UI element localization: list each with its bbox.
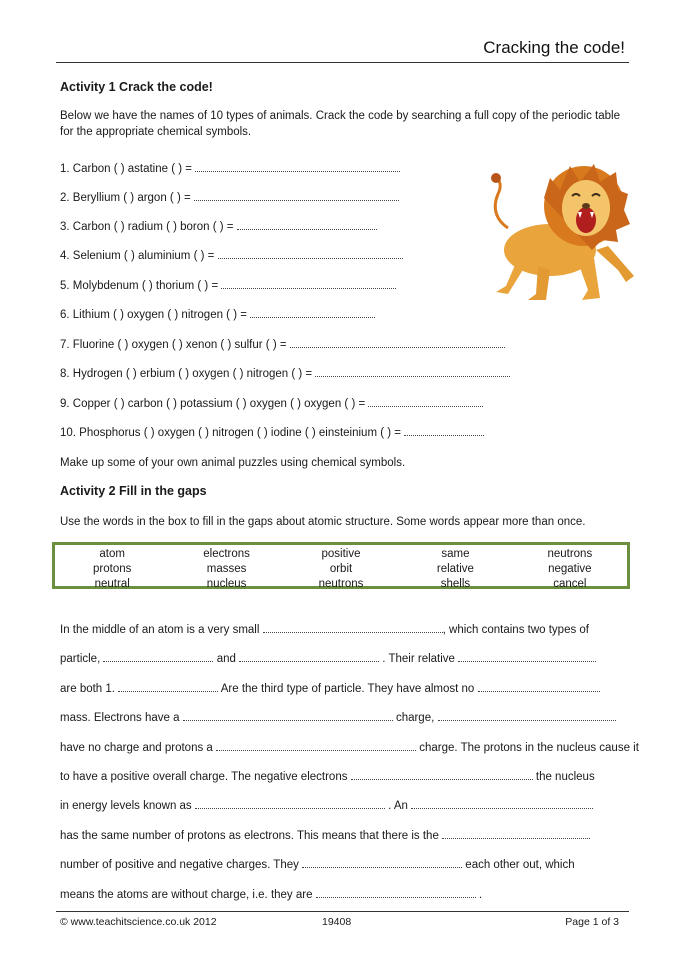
word-box-word: neutrons — [547, 548, 593, 560]
gap-text: each other out, which — [465, 859, 575, 871]
gap-text: . — [478, 889, 483, 901]
gap-text: . Their relative — [382, 653, 455, 665]
word-box-word: electrons — [203, 548, 250, 560]
gap-blank[interactable] — [411, 798, 593, 809]
gap-line-5 — [60, 740, 639, 754]
gap-line-9 — [60, 857, 575, 871]
lion-back-leg — [496, 258, 524, 294]
gap-line-8 — [60, 828, 590, 842]
gap-text: to have a positive overall charge. The negative electrons — [60, 771, 348, 783]
gap-text: charge, — [395, 712, 435, 724]
word-box-word: shells — [440, 578, 471, 590]
question-text: 3. Carbon ( ) radium ( ) boron ( ) = — [60, 221, 234, 233]
gap-line-1 — [60, 622, 589, 636]
answer-blank[interactable] — [218, 248, 403, 259]
word-box-word: protons — [93, 563, 132, 575]
gap-text: and — [216, 653, 236, 665]
gap-line-10 — [60, 887, 482, 901]
footer-divider — [56, 911, 629, 912]
gap-text: means the atoms are without charge, i.e. they are — [60, 889, 313, 901]
lion-mouth — [576, 207, 596, 233]
word-box-word: orbit — [329, 563, 353, 575]
gap-line-4 — [60, 710, 616, 724]
question-text: 2. Beryllium ( ) argon ( ) = — [60, 192, 191, 204]
word-box-row — [55, 577, 627, 591]
gap-text: in energy levels known as — [60, 800, 192, 812]
gap-blank[interactable] — [302, 857, 462, 868]
footer-copyright: © www.teachitscience.co.uk 2012 — [60, 916, 217, 928]
question-text: 9. Copper ( ) carbon ( ) potassium ( ) oxygen ( ) oxygen ( ) = — [60, 398, 366, 410]
question-text: 5. Molybdenum ( ) thorium ( ) = — [60, 280, 219, 292]
gap-line-3 — [60, 681, 600, 695]
footer-page-number: Page 1 of 3 — [565, 916, 619, 928]
answer-blank[interactable] — [195, 161, 400, 172]
gap-blank[interactable] — [442, 828, 590, 839]
gap-text: particle, — [60, 653, 101, 665]
answer-blank[interactable] — [404, 425, 484, 436]
word-box — [52, 542, 630, 589]
gap-blank[interactable] — [458, 651, 596, 662]
lion-nose — [582, 203, 590, 209]
question-5 — [60, 278, 396, 292]
word-box-word: masses — [206, 563, 247, 575]
lion-front-leg-2 — [596, 246, 634, 282]
answer-blank[interactable] — [221, 278, 396, 289]
question-text: 10. Phosphorus ( ) oxygen ( ) nitrogen ( ) iodine ( ) einsteinium ( ) = — [60, 427, 401, 439]
gap-blank[interactable] — [478, 681, 600, 692]
word-box-word: relative — [436, 563, 474, 575]
gap-blank[interactable] — [351, 769, 533, 780]
gap-text: mass. Electrons have a — [60, 712, 180, 724]
header-divider — [56, 62, 629, 63]
word-box-row — [55, 547, 627, 561]
gap-blank[interactable] — [118, 681, 218, 692]
gap-text: the nucleus — [535, 771, 595, 783]
question-4 — [60, 248, 403, 262]
gap-text: Are the third type of particle. They have almost no — [220, 683, 475, 695]
word-box-word: same — [441, 548, 470, 560]
word-box-word: neutral — [94, 578, 130, 590]
gap-text: charge. The protons in the nucleus cause it — [419, 742, 639, 754]
word-box-word: neutrons — [318, 578, 364, 590]
gap-blank[interactable] — [183, 710, 393, 721]
gap-text: . An — [388, 800, 408, 812]
answer-blank[interactable] — [368, 396, 483, 407]
gap-blank[interactable] — [438, 710, 616, 721]
answer-blank[interactable] — [237, 219, 377, 230]
question-text: 8. Hydrogen ( ) erbium ( ) oxygen ( ) nitrogen ( ) = — [60, 368, 313, 380]
word-box-word: atom — [99, 548, 125, 560]
question-text: 7. Fluorine ( ) oxygen ( ) xenon ( ) sulfur ( ) = — [60, 339, 287, 351]
gap-blank[interactable] — [316, 887, 476, 898]
gap-text: have no charge and protons a — [60, 742, 213, 754]
word-box-word: negative — [548, 563, 592, 575]
question-9 — [60, 396, 483, 410]
answer-blank[interactable] — [290, 337, 505, 348]
gap-blank[interactable] — [239, 651, 379, 662]
activity1-intro: Below we have the names of 10 types of animals. Crack the code by searching a full copy of the periodic table for the appropriate chemical symbols. — [60, 110, 620, 138]
answer-blank[interactable] — [194, 190, 399, 201]
question-6 — [60, 307, 375, 321]
word-box-word: positive — [321, 548, 361, 560]
gap-line-7 — [60, 798, 593, 812]
gap-blank[interactable] — [195, 798, 385, 809]
gap-text: number of positive and negative charges. They — [60, 859, 299, 871]
gap-text: has the same number of protons as electrons. This means that there is the — [60, 830, 439, 842]
gap-text: , which contains two types of — [442, 624, 590, 636]
question-3 — [60, 219, 377, 233]
question-1 — [60, 161, 400, 175]
activity1-outro: Make up some of your own animal puzzles using chemical symbols. — [60, 457, 406, 469]
lion-tail-tuft — [491, 173, 501, 183]
answer-blank[interactable] — [315, 366, 510, 377]
footer-code: 19408 — [322, 916, 352, 928]
activity1-heading: Activity 1 Crack the code! — [60, 80, 213, 94]
question-text: 1. Carbon ( ) astatine ( ) = — [60, 163, 192, 175]
lion-tail — [495, 178, 508, 228]
lion-front-leg — [578, 258, 600, 300]
word-box-word: cancel — [553, 578, 587, 590]
question-text: 6. Lithium ( ) oxygen ( ) nitrogen ( ) = — [60, 309, 247, 321]
activity2-intro: Use the words in the box to fill in the gaps about atomic structure. Some words appear more than once. — [60, 516, 586, 528]
gap-blank[interactable] — [103, 651, 213, 662]
question-8 — [60, 366, 510, 380]
activity2-heading: Activity 2 Fill in the gaps — [60, 484, 207, 498]
gap-blank[interactable] — [263, 622, 443, 633]
gap-text: In the middle of an atom is a very small — [60, 624, 260, 636]
gap-blank[interactable] — [216, 740, 416, 751]
word-box-row — [55, 562, 627, 576]
gap-text: are both 1. — [60, 683, 115, 695]
question-10 — [60, 425, 484, 439]
page-title: Cracking the code! — [483, 38, 625, 57]
lion-illustration — [478, 158, 636, 306]
question-text: 4. Selenium ( ) aluminium ( ) = — [60, 250, 215, 262]
answer-blank[interactable] — [250, 307, 375, 318]
gap-line-2 — [60, 651, 596, 665]
gap-line-6 — [60, 769, 595, 783]
word-box-word: nucleus — [206, 578, 247, 590]
question-2 — [60, 190, 399, 204]
question-7 — [60, 337, 505, 351]
